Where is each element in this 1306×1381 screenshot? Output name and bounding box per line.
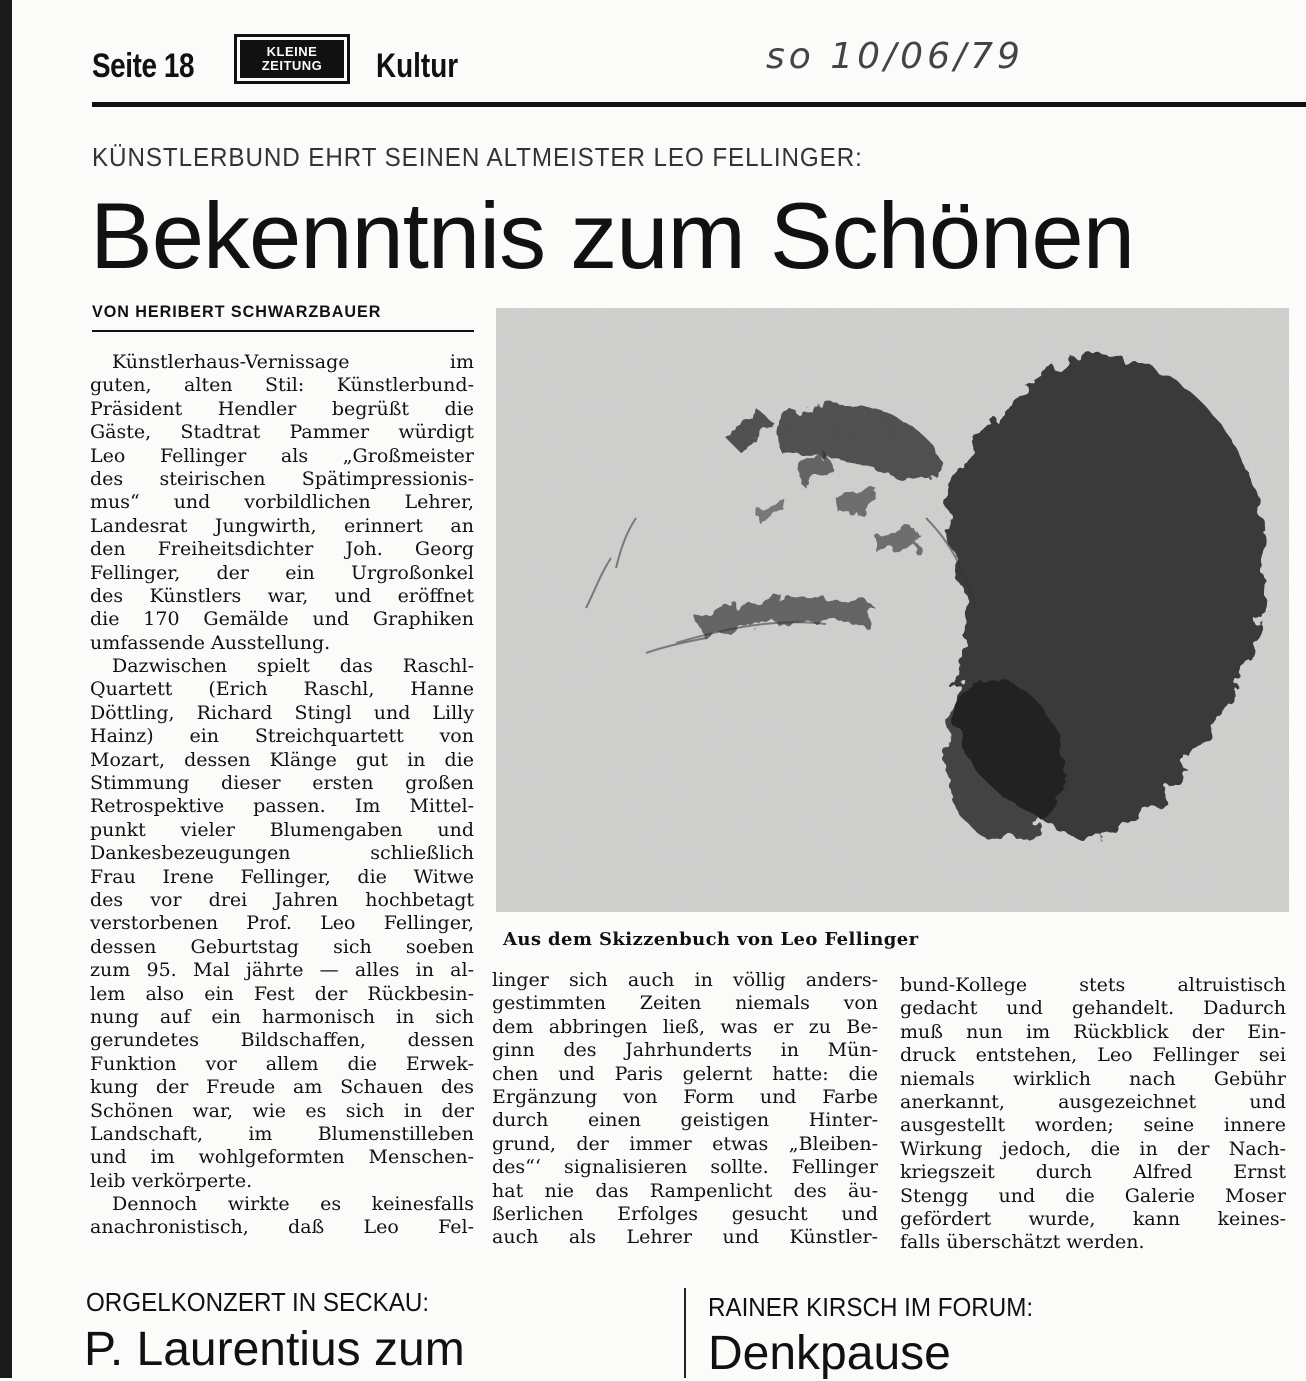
text-line: und im wohlgeformten Menschen- [90, 1146, 474, 1169]
text-line: dem abbringen ließ, was er zu Be- [492, 1015, 878, 1038]
text-line: durch einen geistigen Hinter- [492, 1109, 878, 1132]
article-column-2 [492, 969, 878, 1250]
text-line: gerundetes Bildschaffen, dessen [90, 1029, 474, 1052]
text-line: Wirkung jedoch, die in der Nach- [900, 1137, 1286, 1160]
text-line: die 170 Gemälde und Graphiken [90, 608, 474, 631]
text-line: leib verkörperte. [90, 1169, 253, 1192]
text-line: verstorbenen Prof. Leo Fellinger, [90, 912, 474, 935]
text-line: gestimmten Zeiten niemals von [492, 992, 878, 1015]
text-line: ausgestellt worden; seine innere [900, 1114, 1286, 1137]
text-line: Künstlerhaus-Vernissage im [112, 351, 474, 373]
text-line: nung auf ein harmonisch in sich [90, 1005, 474, 1028]
section-title: Kultur [376, 47, 459, 85]
text-line: Präsident Hendler begrüßt die [90, 397, 474, 420]
text-line: punkt vieler Blumengaben und [90, 818, 474, 841]
text-line: Stengg und die Galerie Moser [900, 1184, 1286, 1207]
text-line: kriegszeit durch Alfred Ernst [900, 1161, 1286, 1184]
text-line: Fellinger, der ein Urgroßonkel [90, 561, 474, 584]
handwritten-date: so 10/06/79 [766, 36, 1024, 77]
text-line: druck entstehen, Leo Fellinger sei [900, 1044, 1286, 1067]
text-line: Dennoch wirkte es keinesfalls [112, 1193, 474, 1216]
column-divider [684, 1288, 686, 1378]
article-headline: Bekenntnis zum Schönen [90, 183, 1134, 288]
text-line: ginn des Jahrhunderts in Mün- [492, 1039, 878, 1062]
text-line: Döttling, Richard Stingl und Lilly [90, 701, 474, 724]
text-line: guten, alten Stil: Künstlerbund- [90, 374, 474, 397]
text-line: falls überschätzt werden. [900, 1231, 1145, 1254]
text-line: des Künstlers war, und eröffnet [90, 584, 474, 607]
text-line: den Freiheitsdichter Joh. Georg [90, 538, 474, 561]
text-line: auch als Lehrer und Künstler- [492, 1226, 878, 1249]
newspaper-logo [234, 34, 350, 84]
text-line: chen und Paris gelernt hatte: die [492, 1062, 878, 1085]
text-line: des steirischen Spätimpressionis- [90, 467, 474, 490]
teaser-left-kicker: ORGELKONZERT IN SECKAU: [86, 1287, 430, 1317]
text-line: Dankesbezeugungen schließlich [90, 842, 474, 865]
text-line: grund, der immer etwas „Bleiben- [492, 1132, 878, 1155]
text-line: linger sich auch in völlig anders- [492, 969, 878, 991]
text-line: mus“ und vorbildlichen Lehrer, [90, 491, 474, 514]
text-line: des vor drei Jahren hochbetagt [90, 888, 474, 911]
text-line: des“‘ signalisieren sollte. Fellinger [492, 1156, 878, 1179]
text-line: niemals wirklich nach Gebühr [900, 1067, 1286, 1090]
text-line: Retrospektive passen. Im Mittel- [90, 795, 474, 818]
text-line: Stimmung dieser ersten großen [90, 772, 474, 795]
text-line: lem also ein Fest der Rückbesin- [90, 982, 474, 1005]
text-line: Ergänzung von Form und Farbe [492, 1085, 878, 1108]
text-line: Dazwischen spielt das Raschl- [112, 655, 474, 678]
text-line: gefördert wurde, kann keines- [900, 1207, 1286, 1230]
text-line: kung der Freude am Schauen des [90, 1076, 474, 1099]
article-column-1 [90, 351, 474, 1240]
teaser-right-kicker: RAINER KIRSCH IM FORUM: [708, 1292, 1034, 1322]
text-line: Hainz) ein Streichquartett von [90, 725, 474, 748]
article-byline: VON HERIBERT SCHWARZBAUER [92, 302, 382, 321]
article-kicker: KÜNSTLERBUND EHRT SEINEN ALTMEISTER LEO FELLINGER: [92, 142, 863, 172]
sketch-image [496, 308, 1289, 912]
byline-rule [92, 330, 474, 332]
text-line: muß nun im Rückblick der Ein- [900, 1020, 1286, 1043]
text-line: Mozart, dessen Klänge gut in die [90, 748, 474, 771]
text-line: dessen Geburtstag sich soeben [90, 935, 474, 958]
text-line: umfassende Ausstellung. [90, 631, 331, 654]
text-line: Quartett (Erich Raschl, Hanne [90, 678, 474, 701]
text-line: anerkannt, ausgezeichnet und [900, 1090, 1286, 1113]
page-number: Seite 18 [92, 47, 195, 85]
text-line: ßerlichen Erfolges gesucht und [492, 1202, 878, 1225]
logo-line-1: KLEINE [266, 44, 318, 59]
scan-edge [0, 0, 12, 1378]
text-line: zum 95. Mal jährte — alles in al- [90, 959, 474, 982]
text-line: Landschaft, im Blumenstilleben [90, 1122, 474, 1145]
text-line: Schönen war, wie es sich in der [90, 1099, 474, 1122]
image-caption: Aus dem Skizzenbuch von Leo Fellinger [503, 929, 919, 950]
teaser-right-headline: Denkpause [708, 1327, 951, 1380]
text-line: hat nie das Rampenlicht des äu- [492, 1179, 878, 1202]
text-line: anachronistisch, daß Leo Fel- [90, 1216, 474, 1239]
header-rule [92, 102, 1306, 107]
article-column-3 [900, 974, 1286, 1255]
text-line: Leo Fellinger als „Großmeister [90, 444, 474, 467]
text-line: gedacht und gehandelt. Dadurch [900, 997, 1286, 1020]
text-line: Frau Irene Fellinger, die Witwe [90, 865, 474, 888]
logo-line-2: ZEITUNG [261, 58, 323, 73]
text-line: Landesrat Jungwirth, erinnert an [90, 514, 474, 537]
text-line: Funktion vor allem die Erwek- [90, 1052, 474, 1075]
text-line: bund-Kollege stets altruistisch [900, 974, 1286, 996]
text-line: Gäste, Stadtrat Pammer würdigt [90, 421, 474, 444]
teaser-left-headline: P. Laurentius zum [84, 1323, 465, 1376]
